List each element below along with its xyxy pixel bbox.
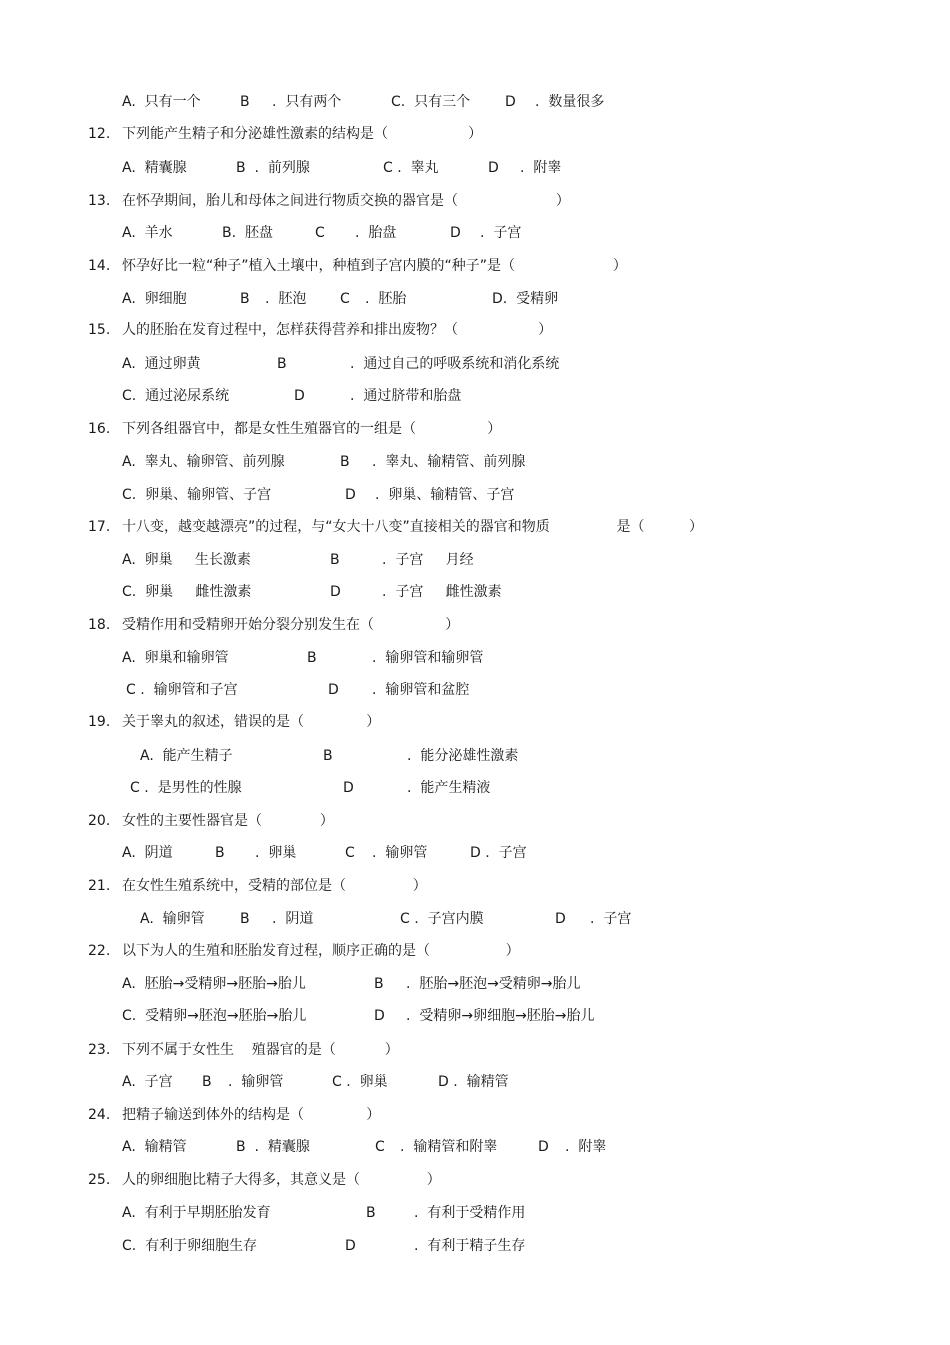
answer-option: D bbox=[330, 584, 341, 600]
answer-option: D bbox=[505, 94, 516, 110]
answer-option: B bbox=[366, 1205, 376, 1221]
answer-option: B . 精囊腺 bbox=[236, 1139, 310, 1155]
answer-option: . 输精管和附睾 bbox=[400, 1139, 498, 1155]
question-number: 25. bbox=[88, 1172, 111, 1188]
answer-option: . 数量很多 bbox=[535, 94, 605, 110]
answer-option: D bbox=[345, 487, 356, 503]
question-number: 12. bbox=[88, 126, 111, 142]
question-text: 受精作用和受精卵开始分裂分别发生在（ ） bbox=[122, 617, 460, 633]
question-text: 在怀孕期间，胎儿和母体之间进行物质交换的器官是（ ） bbox=[122, 193, 570, 209]
answer-option: . 附睾 bbox=[520, 160, 562, 176]
question-text: 把精子输送到体外的结构是（ ） bbox=[122, 1107, 381, 1123]
question-number: 21. bbox=[88, 878, 111, 894]
question-number: 14. bbox=[88, 258, 111, 274]
answer-option: . 通过自己的呼吸系统和消化系统 bbox=[350, 356, 560, 372]
answer-option: D bbox=[488, 160, 499, 176]
answer-option: D bbox=[374, 1008, 385, 1024]
question-text: 下列不属于女性生 殖器官的是（ ） bbox=[122, 1042, 399, 1058]
answer-option: D bbox=[328, 682, 339, 698]
answer-option: C . 是男性的性腺 bbox=[130, 780, 242, 796]
answer-option: . 输卵管 bbox=[372, 845, 428, 861]
answer-option: C. 受精卵→胚泡→胚胎→胎儿 bbox=[122, 1008, 307, 1024]
answer-option: . 有利于精子生存 bbox=[414, 1238, 526, 1254]
answer-option: B . 前列腺 bbox=[236, 160, 310, 176]
answer-option: A. 卵巢和输卵管 bbox=[122, 650, 229, 666]
answer-option: D bbox=[538, 1139, 549, 1155]
answer-option: . 能产生精液 bbox=[407, 780, 491, 796]
answer-option: C. 有利于卵细胞生存 bbox=[122, 1238, 258, 1254]
answer-option: B bbox=[330, 552, 340, 568]
question-number: 19. bbox=[88, 714, 111, 730]
answer-option: . 卵巢、输精管、子宫 bbox=[375, 487, 515, 503]
answer-option: B bbox=[277, 356, 287, 372]
answer-option: D bbox=[555, 911, 566, 927]
answer-option: A. 能产生精子 bbox=[140, 748, 233, 764]
answer-option: . 胚泡 bbox=[265, 291, 307, 307]
question-text: 在女性生殖系统中，受精的部位是（ ） bbox=[122, 878, 427, 894]
answer-option: . 卵巢 bbox=[255, 845, 297, 861]
question-text: 怀孕好比一粒“种子”植入土壤中，种植到子宫内膜的“种子”是（ ） bbox=[122, 258, 627, 274]
answer-option: . 睾丸、输精管、前列腺 bbox=[372, 454, 526, 470]
answer-option: C bbox=[340, 291, 350, 307]
answer-option: C . 输卵管和子宫 bbox=[126, 682, 238, 698]
answer-option: A. 输精管 bbox=[122, 1139, 187, 1155]
answer-option: D. 受精卵 bbox=[492, 291, 559, 307]
question-number: 22. bbox=[88, 943, 111, 959]
answer-option: . 子宫 雌性激素 bbox=[382, 584, 502, 600]
answer-option: B. 胚盘 bbox=[222, 225, 273, 241]
answer-option: A. 胚胎→受精卵→胚胎→胎儿 bbox=[122, 976, 306, 992]
question-number: 17. bbox=[88, 519, 111, 535]
answer-option: B bbox=[340, 454, 350, 470]
answer-option: . 胚胎 bbox=[365, 291, 407, 307]
answer-option: C. 卵巢、输卵管、子宫 bbox=[122, 487, 272, 503]
answer-option: C . 子宫内膜 bbox=[400, 911, 484, 927]
answer-option: A. 有利于早期胚胎发育 bbox=[122, 1205, 271, 1221]
answer-option: . 通过脐带和胎盘 bbox=[350, 388, 462, 404]
answer-option: A. 卵巢 生长激素 bbox=[122, 552, 251, 568]
question-text: 以下为人的生殖和胚胎发育过程，顺序正确的是（ ） bbox=[122, 943, 520, 959]
question-number: 16. bbox=[88, 421, 111, 437]
question-number: 13. bbox=[88, 193, 111, 209]
answer-option: A. 精囊腺 bbox=[122, 160, 187, 176]
answer-option: . 阴道 bbox=[272, 911, 314, 927]
answer-option: . 子宫 月经 bbox=[382, 552, 474, 568]
answer-option: A. 只有一个 bbox=[122, 94, 201, 110]
answer-option: A. 卵细胞 bbox=[122, 291, 187, 307]
question-text: 关于睾丸的叙述，错误的是（ ） bbox=[122, 714, 381, 730]
answer-option: D bbox=[345, 1238, 356, 1254]
answer-option: B bbox=[374, 976, 384, 992]
answer-option: . 输卵管和输卵管 bbox=[372, 650, 484, 666]
answer-option: . 能分泌雄性激素 bbox=[407, 748, 519, 764]
answer-option: . 受精卵→卵细胞→胚胎→胎儿 bbox=[406, 1008, 595, 1024]
answer-option: . 有利于受精作用 bbox=[414, 1205, 526, 1221]
question-number: 24. bbox=[88, 1107, 111, 1123]
question-number: 20. bbox=[88, 813, 111, 829]
answer-option: . 胚胎→胚泡→受精卵→胎儿 bbox=[406, 976, 581, 992]
question-text: 人的卵细胞比精子大得多，其意义是（ ） bbox=[122, 1172, 441, 1188]
answer-option: A. 羊水 bbox=[122, 225, 173, 241]
answer-option: B bbox=[240, 94, 250, 110]
answer-option: D . 子宫 bbox=[470, 845, 527, 861]
answer-option: C. 通过泌尿系统 bbox=[122, 388, 230, 404]
answer-option: B bbox=[323, 748, 333, 764]
answer-option: B bbox=[240, 911, 250, 927]
answer-option: . 胎盘 bbox=[355, 225, 397, 241]
answer-option: . 输卵管 bbox=[228, 1074, 284, 1090]
answer-option: . 只有两个 bbox=[272, 94, 342, 110]
answer-option: C bbox=[375, 1139, 385, 1155]
answer-option: . 子宫 bbox=[480, 225, 522, 241]
answer-option: B bbox=[215, 845, 225, 861]
answer-option: B bbox=[202, 1074, 212, 1090]
question-text: 女性的主要性器官是（ ） bbox=[122, 813, 334, 829]
answer-option: C. 卵巢 雌性激素 bbox=[122, 584, 252, 600]
question-text: 人的胚胎在发育过程中，怎样获得营养和排出废物？（ ） bbox=[122, 322, 553, 338]
answer-option: A. 睾丸、输卵管、前列腺 bbox=[122, 454, 285, 470]
answer-option: D bbox=[450, 225, 461, 241]
question-text: 十八变，越变越漂亮”的过程，与“女大十八变”直接相关的器官和物质 是（ ） bbox=[122, 519, 704, 535]
question-number: 18. bbox=[88, 617, 111, 633]
question-number: 23. bbox=[88, 1042, 111, 1058]
answer-option: C bbox=[315, 225, 325, 241]
answer-option: B bbox=[240, 291, 250, 307]
answer-option: A. 子宫 bbox=[122, 1074, 173, 1090]
answer-option: C bbox=[345, 845, 355, 861]
answer-option: . 附睾 bbox=[565, 1139, 607, 1155]
answer-option: D . 输精管 bbox=[438, 1074, 509, 1090]
question-number: 15. bbox=[88, 322, 111, 338]
answer-option: D bbox=[294, 388, 305, 404]
answer-option: C. 只有三个 bbox=[391, 94, 471, 110]
answer-option: D bbox=[343, 780, 354, 796]
question-text: 下列能产生精子和分泌雄性激素的结构是（ ） bbox=[122, 126, 483, 142]
question-text: 下列各组器官中，都是女性生殖器官的一组是（ ） bbox=[122, 421, 502, 437]
answer-option: C . 卵巢 bbox=[332, 1074, 388, 1090]
answer-option: . 子宫 bbox=[590, 911, 632, 927]
answer-option: A. 输卵管 bbox=[140, 911, 205, 927]
answer-option: . 输卵管和盆腔 bbox=[372, 682, 470, 698]
answer-option: C . 睾丸 bbox=[383, 160, 439, 176]
answer-option: A. 阴道 bbox=[122, 845, 173, 861]
answer-option: B bbox=[307, 650, 317, 666]
answer-option: A. 通过卵黄 bbox=[122, 356, 201, 372]
